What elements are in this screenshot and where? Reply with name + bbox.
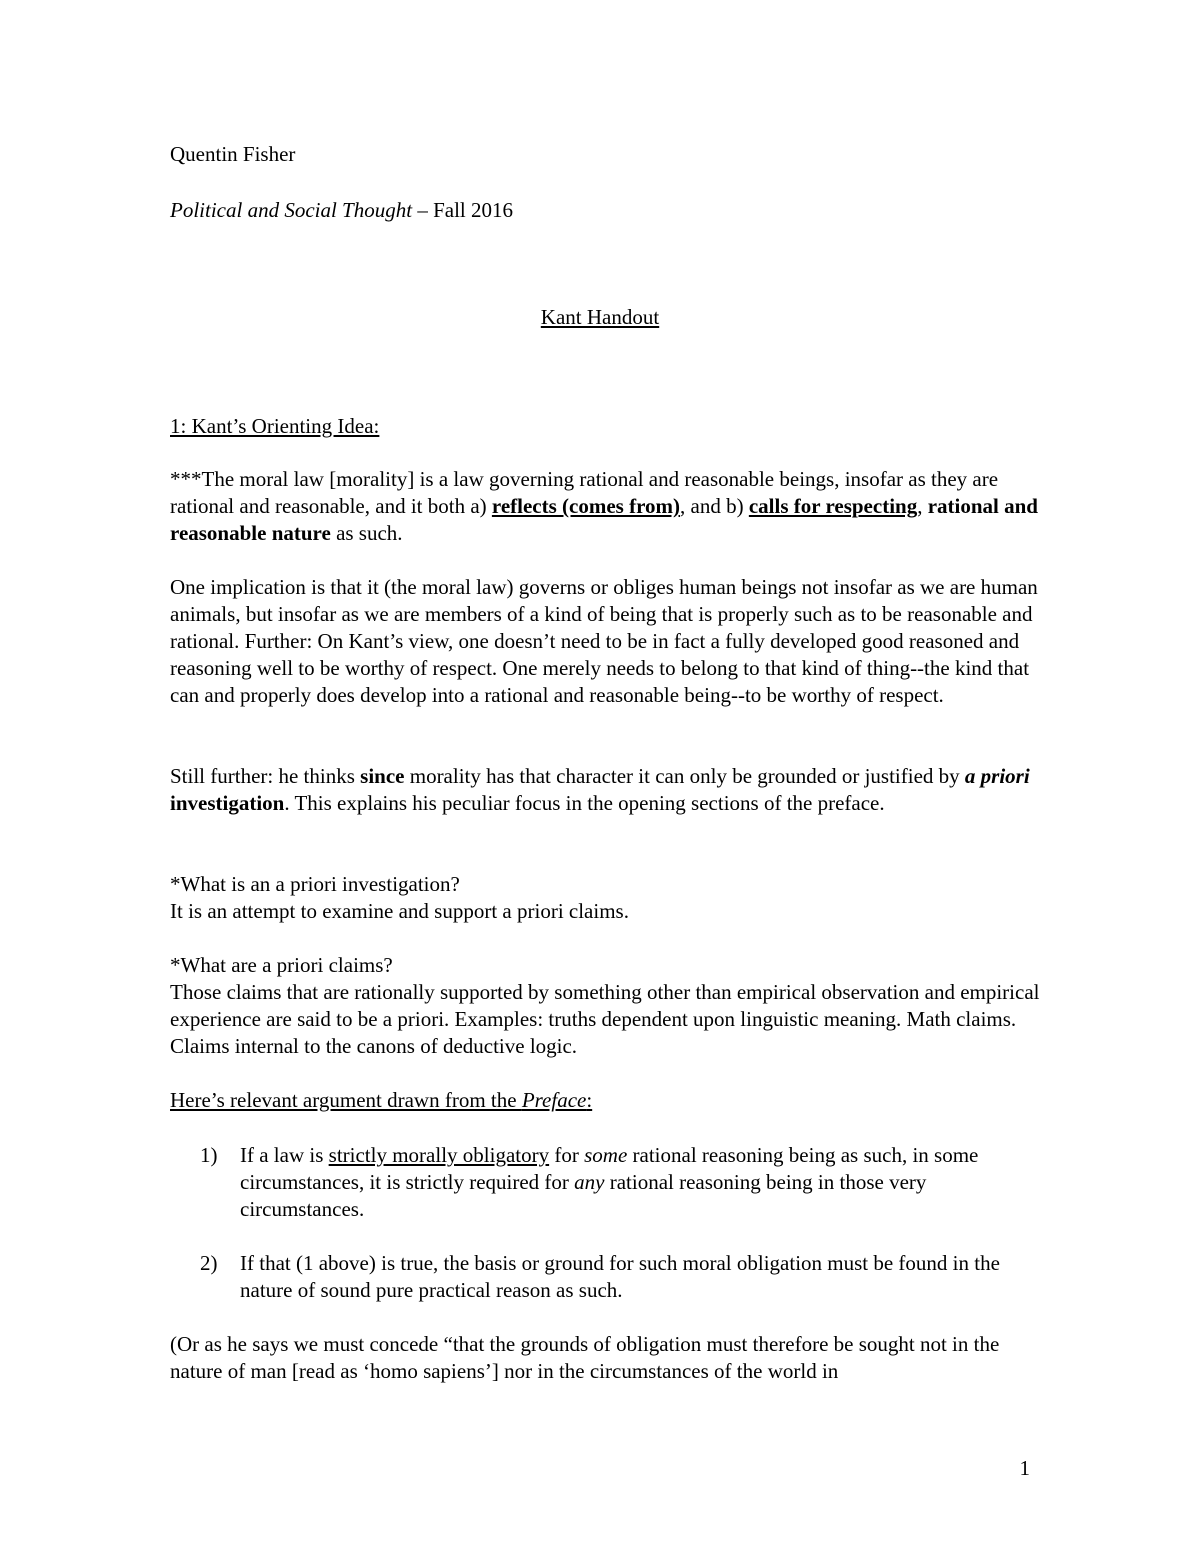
list-item-1: If a law is strictly morally obligatory for some rational reasoning being as such, in some circumstances, it is strictly required for any rational reasoning being in those very circumstances.: [240, 1143, 979, 1221]
emphasis-calls-for: calls for respecting: [748, 494, 918, 518]
closing-paragraph: (Or as he says we must concede “that the grounds of obligation must therefore be sought not in the nature of man [read as ‘homo sapiens’] nor in the circumstances of the world in: [170, 1332, 1000, 1383]
course-title: Political and Social Thought: [170, 198, 413, 222]
author-name: Quentin Fisher: [170, 142, 296, 166]
course-line: [170, 197, 1040, 224]
question-2: *What are a priori claims?: [170, 953, 393, 977]
emphasis-nature: rational and reasonable nature: [170, 494, 1038, 545]
course-term: – Fall 2016: [412, 198, 513, 222]
page-number: 1: [1019, 1456, 1030, 1480]
orienting-idea-paragraph: ***The moral law [morality] is a law governing rational and reasonable beings, insofar as they are rational and reasonable, and it both a) reflects (comes from), and b) calls for respecting, rational and reasonable nature as such.: [170, 467, 1038, 545]
list-number-1: 1): [200, 1143, 218, 1167]
emphasis-reflects: reflects (comes from): [491, 494, 681, 518]
a-priori-paragraph: Still further: he thinks since morality has that character it can only be grounded or justified by a priori investigation. This explains his peculiar focus in the opening sections of the preface.: [170, 764, 1030, 815]
argument-heading: Here’s relevant argument drawn from the Preface:: [170, 1088, 593, 1112]
list-item-2: If that (1 above) is true, the basis or ground for such moral obligation must be found in the nature of sound pure practical reason as such.: [240, 1251, 1000, 1302]
question-1: *What is an a priori investigation?: [170, 872, 460, 896]
answer-1: It is an attempt to examine and support a priori claims.: [170, 899, 629, 923]
section-heading: 1: Kant’s Orienting Idea:: [170, 414, 380, 438]
document-title: Kant Handout: [540, 305, 660, 329]
list-number-2: 2): [200, 1251, 218, 1275]
implication-paragraph: One implication is that it (the moral law) governs or obliges human beings not insofar as we are human animals, but insofar as we are members of a kind of being that is properly such as to be reasonable and rational. Further: On Kant’s view, one doesn’t need to be in fact a fully developed good reasoned and reasoning well to be worthy of respect. One merely needs to belong to that kind of thing--the kind that can and properly does develop into a rational and reasonable being--to be worthy of respect.: [170, 575, 1038, 707]
answer-2: Those claims that are rationally supported by something other than empirical observation and empirical experience are said to be a priori. Examples: truths dependent upon linguistic meaning. Math claims. Claims internal to the canons of deductive logic.: [170, 980, 1040, 1058]
